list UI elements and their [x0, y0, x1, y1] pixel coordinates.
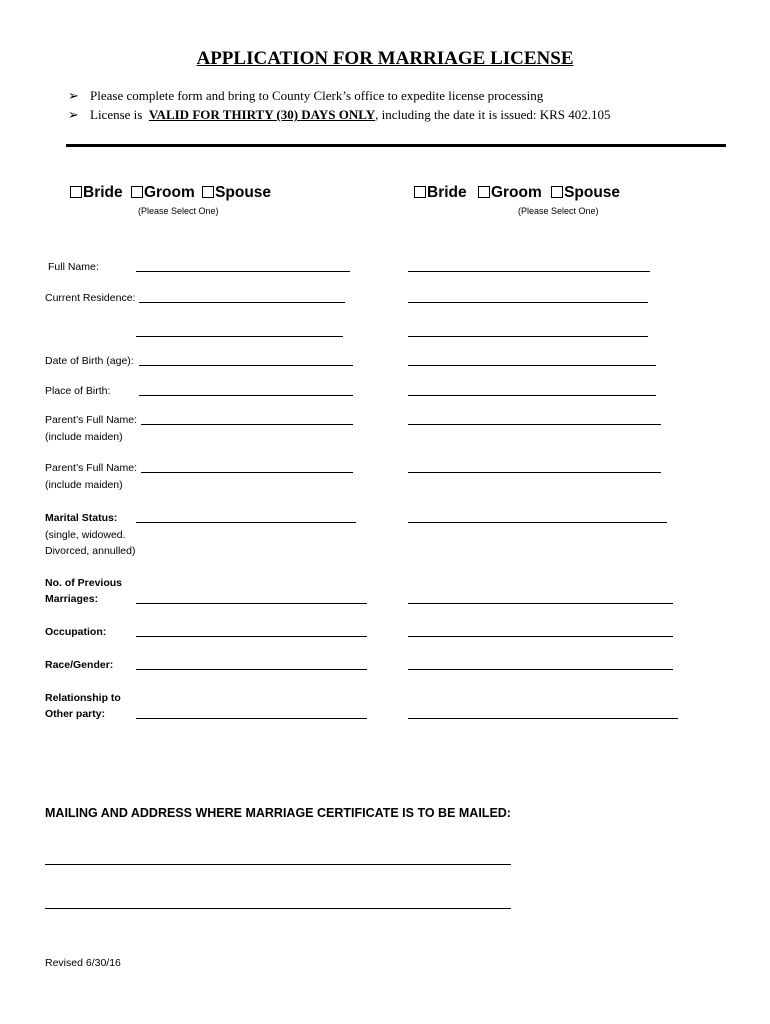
arrow-bullet-icon: ➢ — [68, 107, 79, 122]
instruction-1 — [68, 88, 543, 104]
party-b-residence-line-2[interactable] — [408, 336, 648, 337]
place-of-birth-label: Place of Birth: — [45, 385, 111, 397]
instruction-2 — [68, 107, 611, 123]
party-a-select-hint: (Please Select One) — [138, 206, 219, 216]
spouse-label: Spouse — [215, 184, 272, 201]
page-title: APPLICATION FOR MARRIAGE LICENSE — [196, 48, 574, 69]
date-of-birth-text: Date of Birth — [45, 355, 104, 367]
party-a-race-gender-line[interactable] — [136, 669, 367, 670]
party-a-date-of-birth-line[interactable] — [139, 365, 353, 366]
full-name-label: Full Name: — [48, 261, 99, 273]
party-a-marital-status-line[interactable] — [136, 522, 356, 523]
race-gender-label: Race/Gender: — [45, 659, 114, 671]
instruction-2-suffix: , including the date it is issued: KRS 402.105 — [375, 107, 611, 122]
date-of-birth-age: (age): — [103, 355, 134, 367]
marital-status-hint-1: (single, widowed. — [45, 529, 126, 541]
party-a-residence-line-2[interactable] — [136, 336, 343, 337]
party-b-residence-line-1[interactable] — [408, 302, 648, 303]
header-divider — [66, 144, 726, 147]
marital-status-label: Marital Status: — [45, 512, 118, 524]
bride-label: Bride — [83, 184, 123, 201]
current-residence-label: Current Residence: — [45, 292, 136, 304]
groom-checkbox[interactable] — [131, 186, 143, 198]
groom-checkbox[interactable] — [478, 186, 490, 198]
previous-marriages-label-2: Marriages: — [45, 593, 99, 605]
party-a-residence-line-1[interactable] — [139, 302, 345, 303]
instruction-1-text: Please complete form and bring to County Clerk’s office to expedite license processing — [90, 88, 544, 103]
revision-date: Revised 6/30/16 — [45, 957, 121, 969]
relationship-label-2: Other party: — [45, 708, 106, 720]
spouse-label: Spouse — [564, 184, 621, 201]
parent-2-maiden-hint: (include maiden) — [45, 479, 123, 491]
parent-1-name-label: Parent’s Full Name: — [45, 414, 138, 426]
party-a-previous-marriages-line[interactable] — [136, 603, 367, 604]
party-a-occupation-line[interactable] — [136, 636, 367, 637]
groom-label: Groom — [143, 184, 195, 201]
party-a-relationship-line[interactable] — [136, 718, 367, 719]
party-b-parent-2-line[interactable] — [408, 472, 661, 473]
marital-status-hint-2: Divorced, annulled) — [45, 545, 136, 557]
party-b-full-name-line[interactable] — [408, 271, 650, 272]
mailing-address-heading: MAILING AND ADDRESS WHERE MARRIAGE CERTIFICATE IS TO BE MAILED: — [45, 806, 511, 820]
bride-checkbox[interactable] — [414, 186, 426, 198]
bride-checkbox[interactable] — [70, 186, 82, 198]
party-b-role-selector — [414, 184, 620, 202]
party-b-previous-marriages-line[interactable] — [408, 603, 673, 604]
party-b-select-hint: (Please Select One) — [518, 206, 599, 216]
instruction-2-prefix: License is — [90, 107, 146, 122]
spouse-checkbox[interactable] — [202, 186, 214, 198]
party-b-relationship-line[interactable] — [408, 718, 678, 719]
party-b-occupation-line[interactable] — [408, 636, 673, 637]
bride-label: Bride — [427, 184, 467, 201]
party-b-date-of-birth-line[interactable] — [408, 365, 656, 366]
previous-marriages-label-1: No. of Previous — [45, 577, 123, 589]
party-a-role-selector — [70, 184, 271, 202]
party-a-place-of-birth-line[interactable] — [139, 395, 353, 396]
parent-2-name-label: Parent’s Full Name: — [45, 462, 138, 474]
party-b-parent-1-line[interactable] — [408, 424, 661, 425]
validity-emphasis: VALID FOR THIRTY (30) DAYS ONLY — [148, 107, 376, 122]
spouse-checkbox[interactable] — [551, 186, 563, 198]
groom-label: Groom — [490, 184, 542, 201]
parent-1-maiden-hint: (include maiden) — [45, 431, 123, 443]
mailing-address-line-1[interactable] — [45, 864, 511, 865]
party-b-marital-status-line[interactable] — [408, 522, 667, 523]
occupation-label: Occupation: — [45, 626, 107, 638]
arrow-bullet-icon: ➢ — [68, 88, 79, 103]
party-a-parent-1-line[interactable] — [141, 424, 353, 425]
party-b-race-gender-line[interactable] — [408, 669, 673, 670]
party-a-full-name-line[interactable] — [136, 271, 350, 272]
party-b-place-of-birth-line[interactable] — [408, 395, 656, 396]
relationship-label-1: Relationship to — [45, 692, 121, 704]
mailing-address-line-2[interactable] — [45, 908, 511, 909]
party-a-parent-2-line[interactable] — [141, 472, 353, 473]
date-of-birth-label — [45, 353, 134, 369]
